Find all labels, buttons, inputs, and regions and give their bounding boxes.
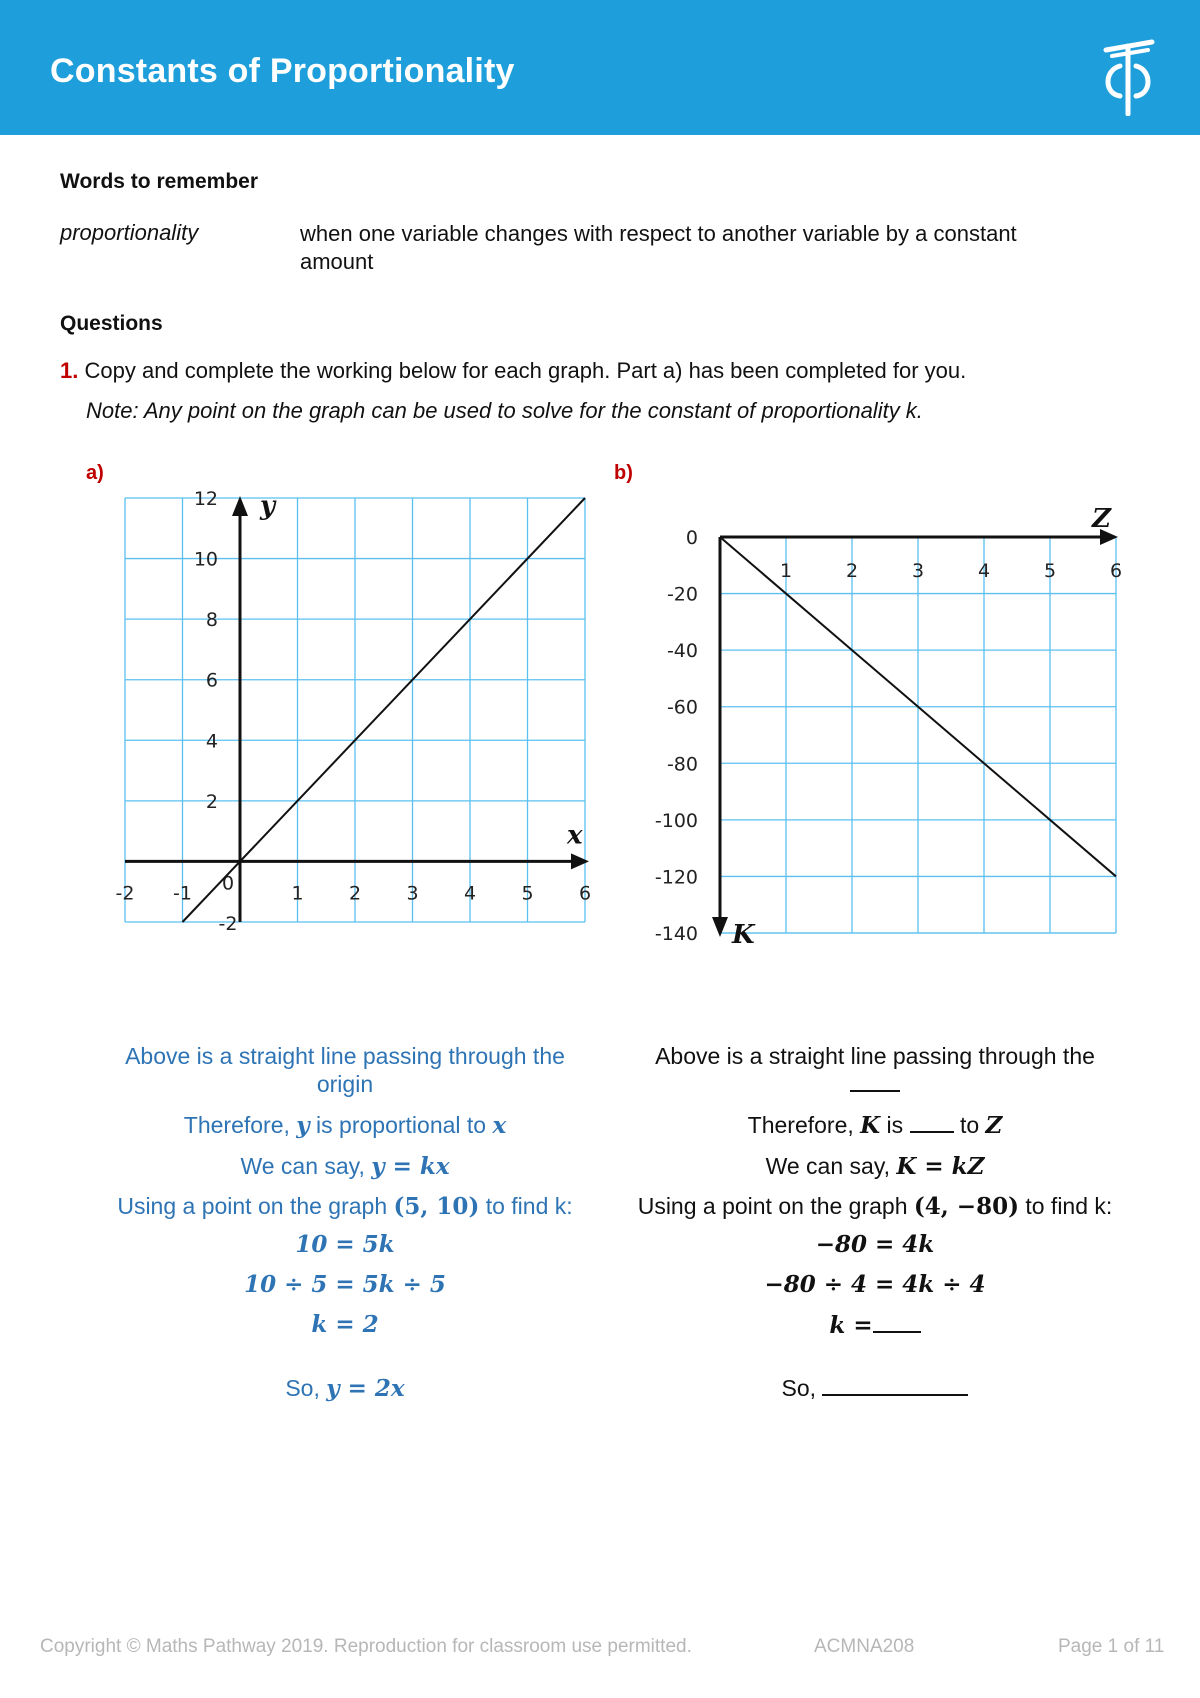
x-tick-label: 5	[1043, 560, 1057, 582]
working-a-so-eq: y = 2x	[326, 1375, 405, 1402]
question-text: Copy and complete the working below for each graph. Part a) has been completed for you.	[84, 358, 967, 383]
working-a-point-post: to find k:	[479, 1193, 573, 1219]
working-b-say-eq: K = kZ	[896, 1153, 985, 1180]
y-tick-label: 2	[205, 790, 218, 813]
working-a-therefore-text: Therefore,	[183, 1112, 297, 1138]
x-axis-arrow-icon	[571, 853, 589, 869]
y-tick-label: -140	[654, 923, 698, 945]
working-a-eq3: k = 2	[311, 1311, 379, 1338]
part-a-label: a)	[86, 462, 104, 484]
y-tick-label: -100	[654, 809, 698, 832]
working-b-eq3-text: k =	[829, 1312, 873, 1339]
working-b-is-text: is	[880, 1112, 910, 1138]
working-a-point-text: Using a point on the graph	[117, 1193, 394, 1219]
working-a-therefore	[85, 1111, 605, 1140]
working-b-eq2: −80 ÷ 4 = 4k ÷ 4	[764, 1271, 986, 1298]
y-axis-label: y	[260, 491, 276, 521]
footer-code: ACMNA208	[814, 1636, 915, 1657]
graph-a	[100, 480, 600, 970]
y-tick-label: -120	[654, 866, 698, 889]
x-tick-label: -1	[173, 882, 192, 905]
x-tick-label: 3	[406, 882, 419, 905]
working-a-so-text: So,	[285, 1375, 327, 1401]
working-b-to-text: to	[953, 1112, 986, 1138]
working-b-say	[615, 1152, 1135, 1181]
answer-blank-1[interactable]	[850, 1078, 900, 1092]
working-b-say-text: We can say,	[765, 1153, 897, 1179]
page-title: Constants of Proportionality	[50, 52, 515, 90]
x-axis-label: x	[567, 820, 583, 851]
question-1	[60, 358, 966, 384]
y-tick-label: 6	[205, 669, 218, 692]
working-a-var-x: x	[492, 1112, 507, 1139]
x-tick-label: 2	[845, 560, 859, 582]
y-tick-label: -60	[666, 696, 698, 719]
answer-blank-2[interactable]	[910, 1121, 954, 1133]
x-tick-label: 3	[911, 560, 925, 582]
x-tick-label: 6	[1109, 560, 1123, 582]
working-b-therefore-text: Therefore,	[747, 1112, 861, 1138]
working-b-blank-row	[615, 1070, 1135, 1098]
question-number: 1.	[60, 358, 79, 383]
x-axis-label: Z	[1092, 504, 1111, 534]
origin-label: 0	[221, 872, 235, 895]
working-a-eq1: 10 = 5k	[295, 1231, 395, 1258]
term-proportionality: proportionality	[60, 220, 199, 245]
y-tick-label: 4	[205, 730, 218, 753]
y-axis-label: K	[732, 920, 755, 950]
working-a-say-text: We can say,	[240, 1153, 372, 1179]
footer-page: Page 1 of 11	[1058, 1636, 1165, 1657]
answer-blank-3[interactable]	[873, 1321, 921, 1333]
graph-b	[640, 500, 1140, 960]
working-a-line1-text: Above is a straight line passing through the	[125, 1043, 565, 1069]
y-tick-label: -2	[218, 913, 238, 935]
working-a-proportional-text: is proportional to	[309, 1112, 493, 1138]
working-b-therefore	[615, 1111, 1135, 1140]
x-tick-label: 5	[521, 882, 534, 905]
x-tick-label: 1	[779, 560, 793, 582]
working-b-point	[615, 1192, 1135, 1221]
y-axis-arrow-icon	[232, 496, 248, 516]
working-b-point-post: to find k:	[1018, 1193, 1113, 1219]
questions-heading: Questions	[60, 312, 163, 335]
y-tick-label: 10	[193, 548, 218, 571]
working-a-line1	[85, 1042, 605, 1070]
working-a-say	[85, 1152, 605, 1181]
working-a-var-y: y	[296, 1112, 310, 1139]
working-a-point-value: (5, 10)	[393, 1193, 480, 1220]
y-tick-label: 0	[685, 527, 698, 549]
part-b-label: b)	[614, 462, 633, 484]
y-tick-label: 8	[205, 609, 218, 632]
x-tick-label: 4	[463, 882, 477, 905]
working-a-point	[85, 1192, 605, 1221]
x-tick-label: 2	[348, 882, 362, 905]
x-tick-label: 6	[578, 882, 592, 905]
working-b-line1	[615, 1042, 1135, 1070]
x-tick-label: 1	[291, 882, 304, 905]
working-b-eq1: −80 = 4k	[815, 1231, 935, 1258]
y-tick-label: -40	[666, 640, 698, 663]
words-heading: Words to remember	[60, 170, 258, 193]
working-a-say-eq: y = kx	[371, 1153, 450, 1180]
term-definition: when one variable changes with respect to another variable by a constant amount	[300, 221, 1017, 274]
y-tick-label: 12	[193, 488, 218, 510]
working-b-eq3	[615, 1311, 1135, 1340]
working-a-line1b: origin	[316, 1071, 374, 1097]
header-banner	[0, 0, 1200, 135]
working-a-eq2: 10 ÷ 5 = 5k ÷ 5	[244, 1271, 446, 1298]
working-b-point-value: (4, −80)	[913, 1193, 1019, 1220]
series-line	[183, 498, 586, 922]
question-note: Note: Any point on the graph can be used to solve for the constant of proportionality k.	[86, 398, 923, 423]
y-axis-arrow-icon	[712, 917, 728, 937]
working-b-line1-text: Above is a straight line passing through the	[655, 1043, 1095, 1069]
y-tick-label: -80	[666, 753, 698, 776]
working-b-point-text: Using a point on the graph	[637, 1193, 914, 1219]
y-tick-label: -20	[666, 583, 698, 606]
working-b-so-text: So,	[781, 1375, 823, 1401]
x-tick-label: -2	[115, 882, 135, 905]
working-b-var-k: K	[860, 1112, 881, 1139]
working-b-so	[615, 1374, 1135, 1402]
footer-copyright: Copyright © Maths Pathway 2019. Reproduction for classroom use permitted.	[40, 1636, 692, 1657]
x-tick-label: 4	[977, 560, 991, 582]
working-b-var-z: Z	[985, 1112, 1003, 1139]
maths-pathway-logo-icon	[1098, 36, 1158, 116]
answer-blank-4[interactable]	[822, 1384, 968, 1396]
working-a-so	[85, 1374, 605, 1403]
